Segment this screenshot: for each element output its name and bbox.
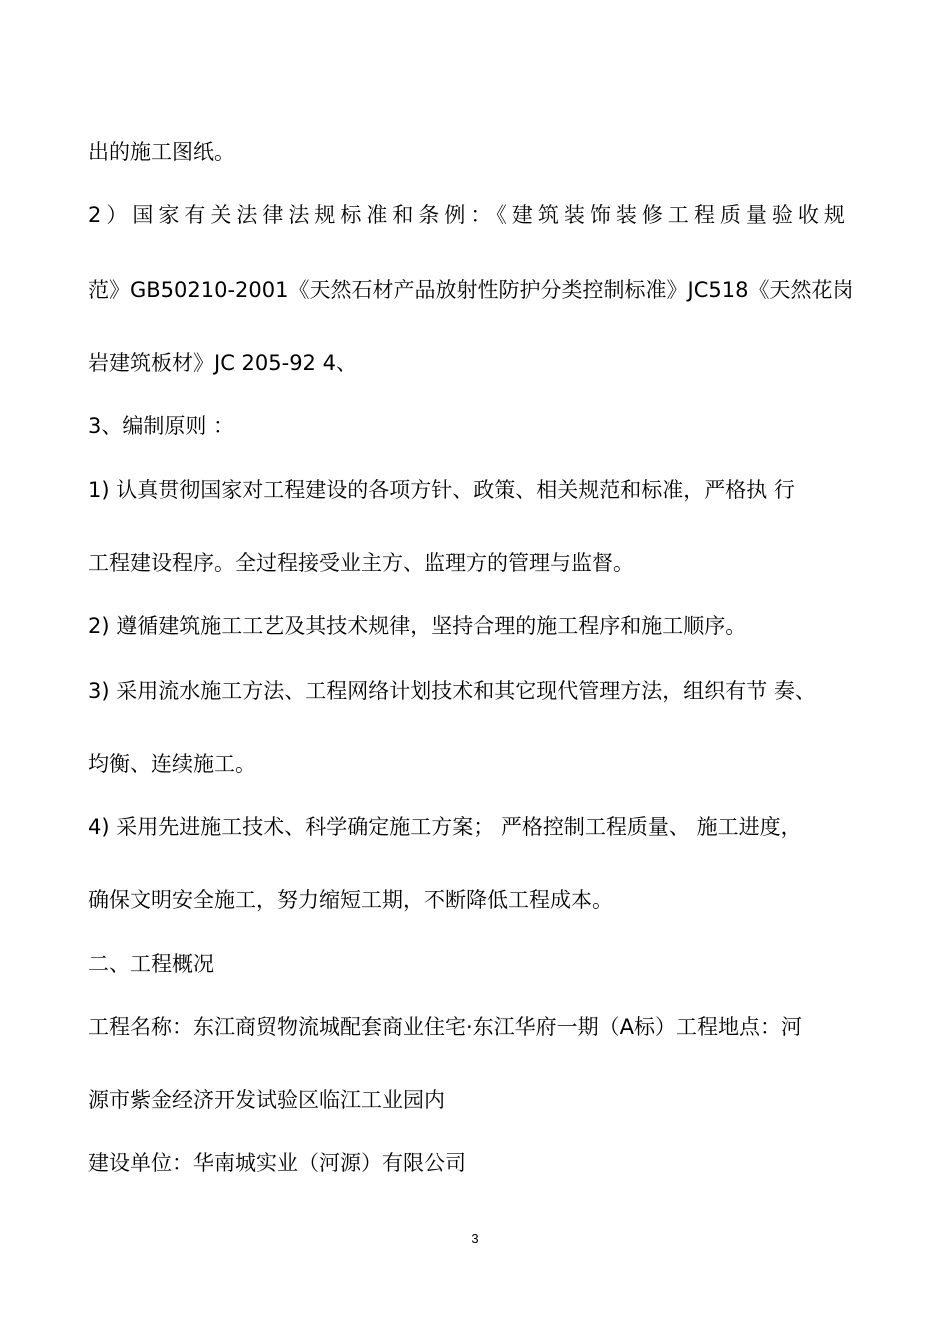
text-line-14: 工程名称：东江商贸物流城配套商业住宅·东江华府一期（A标）工程地点：河 bbox=[88, 1015, 803, 1039]
text-line-9: 3) 采用流水施工方法、工程网络计划技术和其它现代管理方法，组织有节 奏、 bbox=[88, 679, 816, 703]
text-line-16: 建设单位：华南城实业（河源）有限公司 bbox=[88, 1151, 466, 1175]
text-line-7: 工程建设程序。全过程接受业主方、监理方的管理与监督。 bbox=[88, 551, 634, 575]
page-number: 3 bbox=[471, 1231, 479, 1246]
text-line-11: 4) 采用先进施工技术、科学确定施工方案； 严格控制工程质量、 施工进度， bbox=[88, 815, 802, 839]
text-line-8: 2) 遵循建筑施工工艺及其技术规律，坚持合理的施工程序和施工顺序。 bbox=[88, 614, 747, 638]
section-heading-principles: 3、编制原则 ： bbox=[88, 414, 235, 438]
text-line-10: 均衡、连续施工。 bbox=[88, 752, 256, 776]
text-line-1: 出的施工图纸。 bbox=[88, 140, 235, 164]
text-line-6: 1) 认真贯彻国家对工程建设的各项方针、政策、相关规范和标准，严格执 行 bbox=[88, 478, 795, 502]
text-line-3: 范》GB50210-2001《天然石材产品放射性防护分类控制标准》JC518《天然花岗 bbox=[88, 278, 854, 302]
text-line-4: 岩建筑板材》JC 205-92 4、 bbox=[88, 351, 357, 375]
text-line-2: 2）国家有关法律法规标准和条例：《建筑装饰装修工程质量验收规 bbox=[88, 203, 850, 227]
text-line-12: 确保文明安全施工，努力缩短工期，不断降低工程成本。 bbox=[88, 888, 613, 912]
text-line-15: 源市紫金经济开发试验区临江工业园内 bbox=[88, 1088, 445, 1112]
section-heading-overview: 二、工程概况 bbox=[88, 952, 214, 976]
